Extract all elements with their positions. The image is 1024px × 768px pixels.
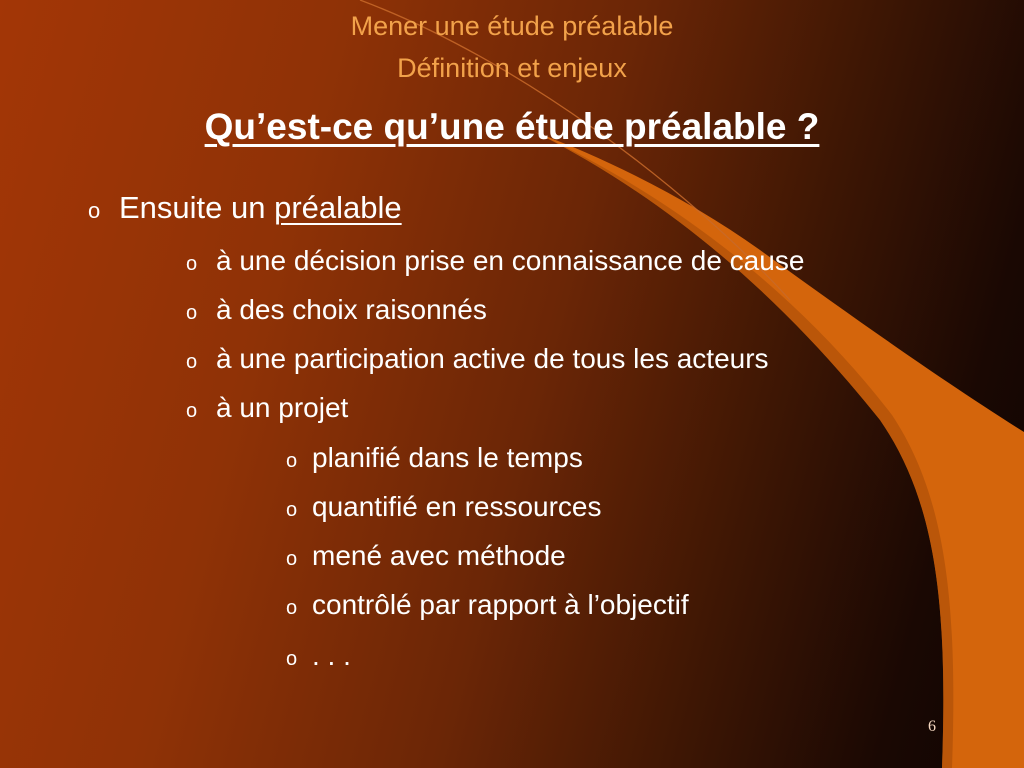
bullet-level3 xyxy=(286,538,566,577)
bullet-level2 xyxy=(186,390,348,429)
bullet-text: quantifié en ressources xyxy=(312,491,602,522)
bullet-text: contrôlé par rapport à l’objectif xyxy=(312,589,689,620)
bullet-marker: o xyxy=(286,499,298,521)
bullet-level3 xyxy=(286,489,602,528)
slide-title: Qu’est-ce qu’une étude préalable ? xyxy=(204,106,820,147)
bullet-marker: o xyxy=(286,597,298,619)
bullet-prefix-text: Ensuite un xyxy=(119,190,275,225)
bullet-level3 xyxy=(286,638,351,677)
header-line-2: Définition et enjeux xyxy=(397,53,627,83)
bullet-level1 xyxy=(88,188,402,231)
bullet-marker: o xyxy=(286,548,298,570)
bullet-marker: o xyxy=(186,253,198,275)
bullet-marker: o xyxy=(286,450,298,472)
header-line-1: Mener une étude préalable xyxy=(350,11,674,41)
bullet-marker: o xyxy=(186,351,198,373)
bullet-marker: o xyxy=(286,648,298,670)
bullet-level3 xyxy=(286,440,583,479)
bullet-text: à un projet xyxy=(216,392,349,423)
bullet-level2 xyxy=(186,243,804,282)
bullet-emphasis-text: préalable xyxy=(274,190,402,225)
bullet-marker: o xyxy=(186,400,198,422)
swoosh-edge-shade xyxy=(535,132,953,768)
bullet-level2 xyxy=(186,292,487,331)
bullet-text: à une décision prise en connaissance de cause xyxy=(216,245,805,276)
page-number: 6 xyxy=(928,718,936,735)
bullet-text: à une participation active de tous les acteurs xyxy=(216,343,769,374)
bullet-text: mené avec méthode xyxy=(312,540,566,571)
bullet-text: planifié dans le temps xyxy=(312,442,583,473)
bullet-marker: o xyxy=(186,302,198,324)
bullet-level2 xyxy=(186,341,769,380)
bullet-marker: o xyxy=(88,198,101,223)
bullet-ellipsis: . . . xyxy=(312,640,351,671)
bullet-text: à des choix raisonnés xyxy=(216,294,487,325)
bullet-level3 xyxy=(286,587,689,626)
